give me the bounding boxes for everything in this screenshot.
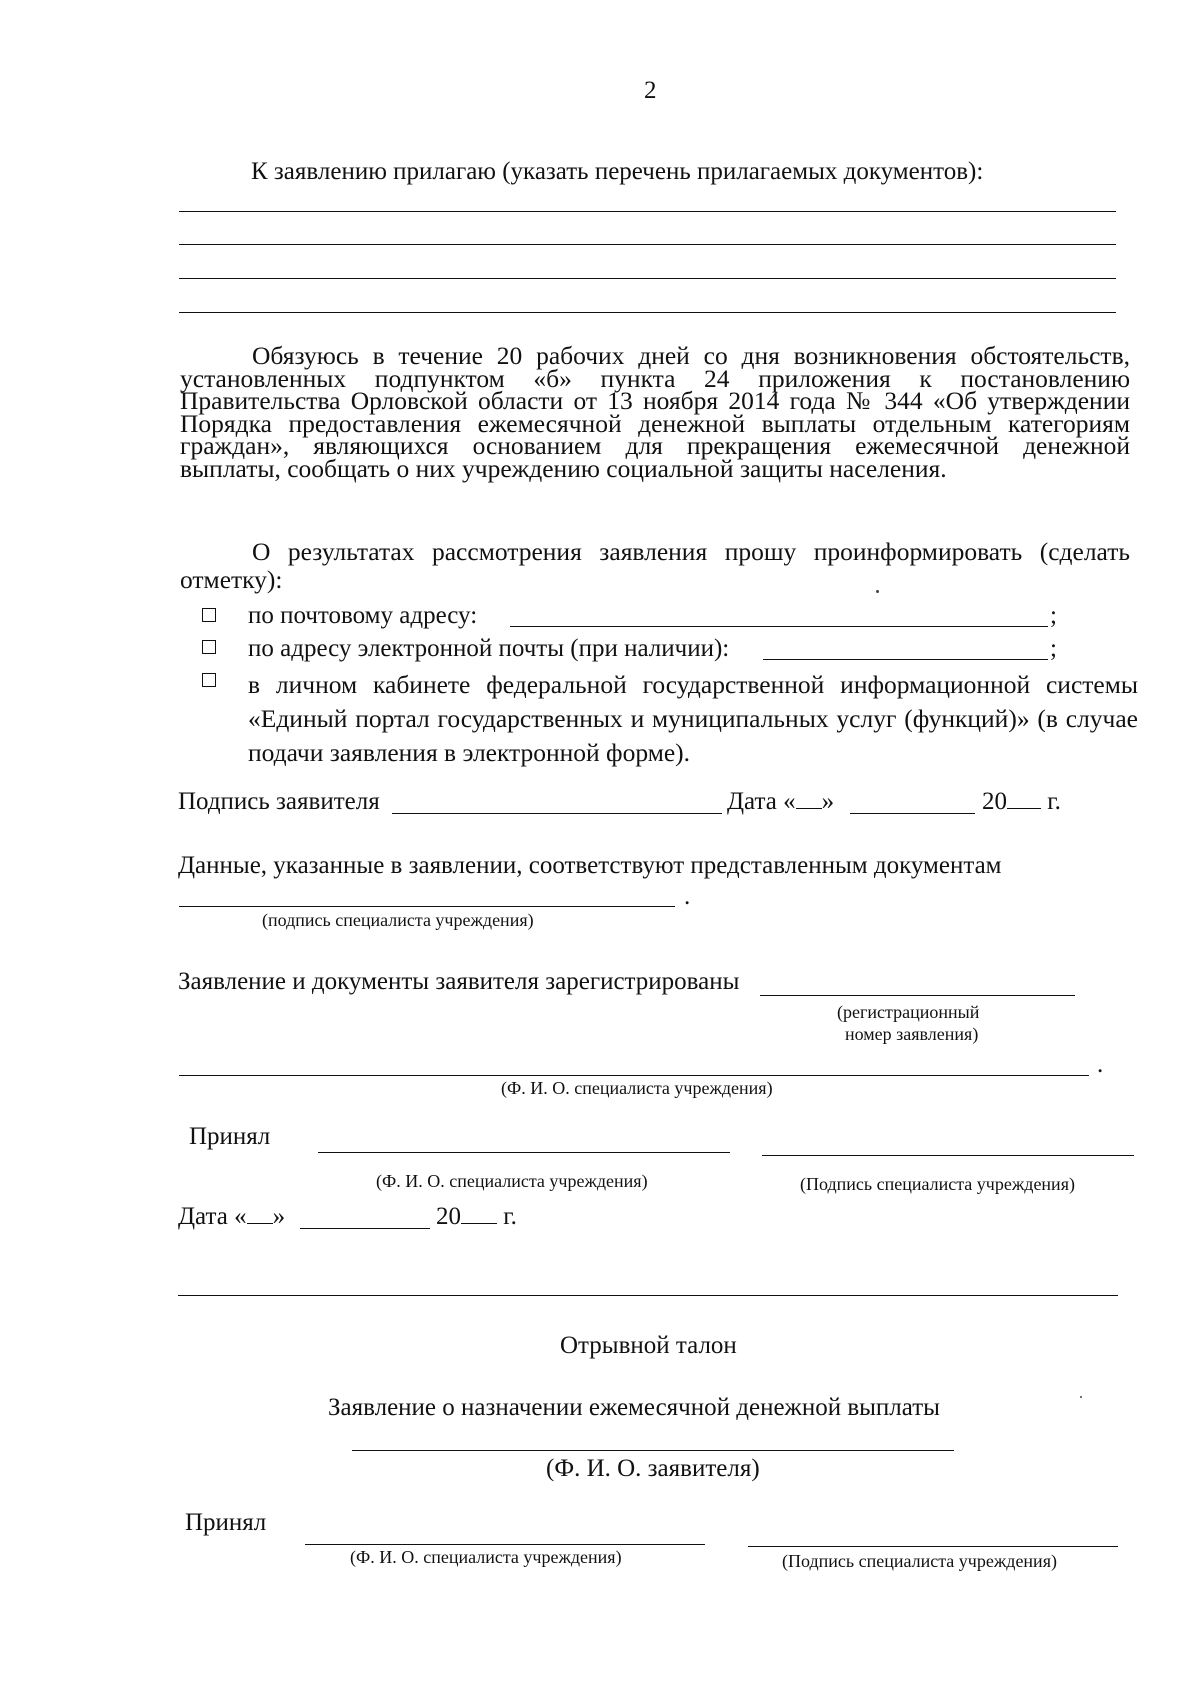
obligation-line-5: граждан», являющихся основанием для прекращения ежемесячной денежной: [180, 431, 1130, 460]
attachment-line-3[interactable]: [179, 278, 1116, 279]
registration-fio-caption: (Ф. И. О. специалиста учреждения): [501, 1078, 773, 1098]
tear-off-accepted-label: Принял: [185, 1509, 267, 1536]
accepted-year-suffix: г.: [503, 1203, 517, 1230]
applicant-date-year: [982, 789, 1061, 814]
tear-off-cut-line: [178, 1295, 1118, 1296]
accepted-year-field[interactable]: [461, 1222, 497, 1224]
accepted-fio-caption: (Ф. И. О. специалиста учреждения): [376, 1171, 648, 1191]
attachment-line-1[interactable]: [179, 211, 1116, 212]
page-number: 2: [644, 77, 657, 104]
obligation-line-2: установленных подпунктом «б» пункта 24 приложения к постановлению: [180, 363, 1130, 393]
tear-off-applicant-caption: (Ф. И. О. заявителя): [546, 1455, 760, 1482]
verification-dot: .: [684, 883, 691, 910]
scan-speck: [1080, 1396, 1082, 1398]
registration-dot: .: [1097, 1051, 1104, 1078]
postal-address-field[interactable]: [510, 626, 1048, 627]
tear-off-fio-field[interactable]: [305, 1544, 705, 1545]
email-field[interactable]: [763, 659, 1048, 660]
accepted-date-day-field[interactable]: [247, 1222, 273, 1224]
obligation-paragraph: [180, 341, 1130, 483]
accepted-date-close: »: [272, 1203, 286, 1230]
registration-text: Заявление и документы заявителя зарегистрированы: [178, 968, 740, 995]
registration-caption-line-1: (регистрационный: [837, 1002, 980, 1022]
applicant-date-day-field[interactable]: [796, 807, 822, 809]
verification-text: Данные, указанные в заявлении, соответствуют представленным документам: [178, 852, 1002, 879]
email-end: ;: [1050, 635, 1057, 662]
portal-cabinet-line-1: в личном кабинете федеральной государственной информационной системы: [248, 670, 1138, 699]
accepted-signature-field[interactable]: [762, 1155, 1134, 1156]
attachment-line-2[interactable]: [179, 244, 1116, 245]
portal-cabinet-label: [248, 668, 1138, 770]
notification-intro: [180, 538, 1130, 594]
applicant-year-suffix: г.: [1047, 788, 1061, 815]
verification-signature-field[interactable]: [179, 906, 675, 907]
applicant-date-month-field[interactable]: [850, 813, 975, 814]
email-label: по адресу электронной почты (при наличии):: [248, 635, 730, 662]
tear-off-title: Отрывной талон: [560, 1332, 737, 1359]
applicant-date-label: Дата «: [727, 788, 796, 815]
notification-intro-line-2: отметку):: [180, 565, 283, 594]
accepted-year-prefix: 20: [436, 1203, 461, 1230]
portal-cabinet-line-2: «Единый портал государственных и муниципальных услуг (функций)» (в: [248, 704, 1058, 733]
tear-off-signature-field[interactable]: [748, 1546, 1118, 1547]
registration-number-field[interactable]: [760, 995, 1075, 996]
verification-caption: (подпись специалиста учреждения): [262, 910, 534, 930]
applicant-signature-field[interactable]: [392, 813, 722, 814]
accepted-date-year: [436, 1204, 517, 1229]
obligation-line-4: Порядка предоставления ежемесячной денежной выплаты отдельным категориям: [180, 408, 1130, 438]
portal-cabinet-checkbox[interactable]: [202, 673, 216, 687]
registration-caption-line-2: номер заявления): [845, 1024, 979, 1044]
obligation-line-6: выплаты, сообщать о них учреждению социальной защиты населения.: [180, 453, 947, 483]
applicant-date: [727, 789, 834, 814]
accepted-fio-field[interactable]: [318, 1152, 730, 1153]
attachments-heading: К заявлению прилагаю (указать перечень прилагаемых документов):: [251, 158, 984, 185]
scan-speck: [876, 590, 879, 593]
obligation-line-3: Правительства Орловской области от 13 ноября 2014 года № 344 «Об утверждении: [180, 386, 1130, 415]
postal-address-label: по почтовому адресу:: [248, 602, 478, 629]
tear-off-fio-caption: (Ф. И. О. специалиста учреждения): [350, 1547, 622, 1567]
accepted-label: Принял: [189, 1123, 271, 1150]
accepted-date: [178, 1204, 285, 1229]
notification-intro-line-1: О результатах рассмотрения заявления прошу проинформировать (сделать: [252, 537, 1130, 566]
attachment-line-4[interactable]: [179, 312, 1116, 313]
accepted-date-month-field[interactable]: [300, 1228, 430, 1229]
registration-fio-field[interactable]: [179, 1075, 1089, 1076]
postal-address-checkbox[interactable]: [202, 608, 216, 622]
email-checkbox[interactable]: [202, 640, 216, 654]
portal-cabinet-line-3: случае подачи заявления в электронной форме).: [248, 704, 1139, 767]
tear-off-subtitle: Заявление о назначении ежемесячной денежной выплаты: [328, 1394, 940, 1421]
applicant-signature-label: Подпись заявителя: [178, 788, 380, 815]
applicant-year-field[interactable]: [1007, 807, 1041, 809]
postal-address-end: ;: [1050, 602, 1057, 629]
applicant-date-close: »: [821, 788, 835, 815]
tear-off-applicant-field[interactable]: [352, 1450, 954, 1451]
tear-off-signature-caption: (Подпись специалиста учреждения): [782, 1551, 1057, 1571]
obligation-line-1: Обязуюсь в течение 20 рабочих дней со дня возникновения обстоятельств,: [252, 341, 1130, 370]
applicant-year-prefix: 20: [982, 788, 1007, 815]
accepted-signature-caption: (Подпись специалиста учреждения): [800, 1174, 1075, 1194]
accepted-date-label: Дата «: [178, 1203, 247, 1230]
